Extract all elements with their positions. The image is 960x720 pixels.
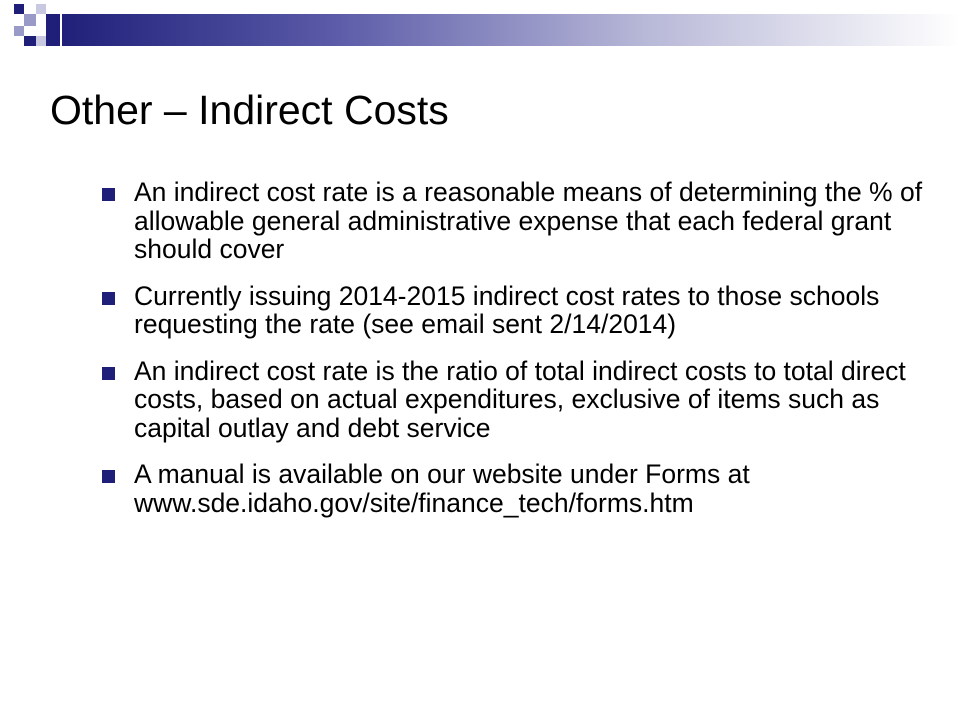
square-bullet-icon	[102, 470, 115, 483]
square-bullet-icon	[102, 292, 115, 305]
bullet-list	[100, 178, 948, 535]
header-gradient-bar	[62, 14, 960, 46]
decor-square-1	[14, 4, 24, 14]
bullet-text: An indirect cost rate is the ratio of total indirect costs to total direct costs, based on actual expenditures, exclusive of items such as capital outlay and debt service	[134, 355, 906, 443]
bullet-item	[100, 282, 948, 339]
header-decoration	[0, 0, 960, 60]
bullet-item	[100, 460, 948, 517]
square-bullet-icon	[102, 367, 115, 380]
square-bullet-icon	[102, 188, 115, 201]
decor-square-7	[36, 36, 46, 46]
bullet-item	[100, 178, 948, 264]
bullet-item	[100, 357, 948, 443]
bullet-text: Currently issuing 2014-2015 indirect cost rates to those schools requesting the rate (see email sent 2/14/2014)	[134, 280, 880, 339]
decor-square-2	[24, 14, 36, 26]
bullet-text: An indirect cost rate is a reasonable means of determining the % of allowable general administrative expense that each federal grant should cover	[134, 177, 923, 264]
decor-square-3	[36, 4, 46, 14]
decor-square-6	[24, 36, 36, 46]
slide-title: Other – Indirect Costs	[50, 87, 449, 133]
decor-square-4	[46, 14, 60, 46]
decor-square-5	[14, 26, 24, 36]
bullet-text: A manual is available on our website under Forms at www.sde.idaho.gov/site/finance_tech/forms.htm	[134, 459, 750, 518]
